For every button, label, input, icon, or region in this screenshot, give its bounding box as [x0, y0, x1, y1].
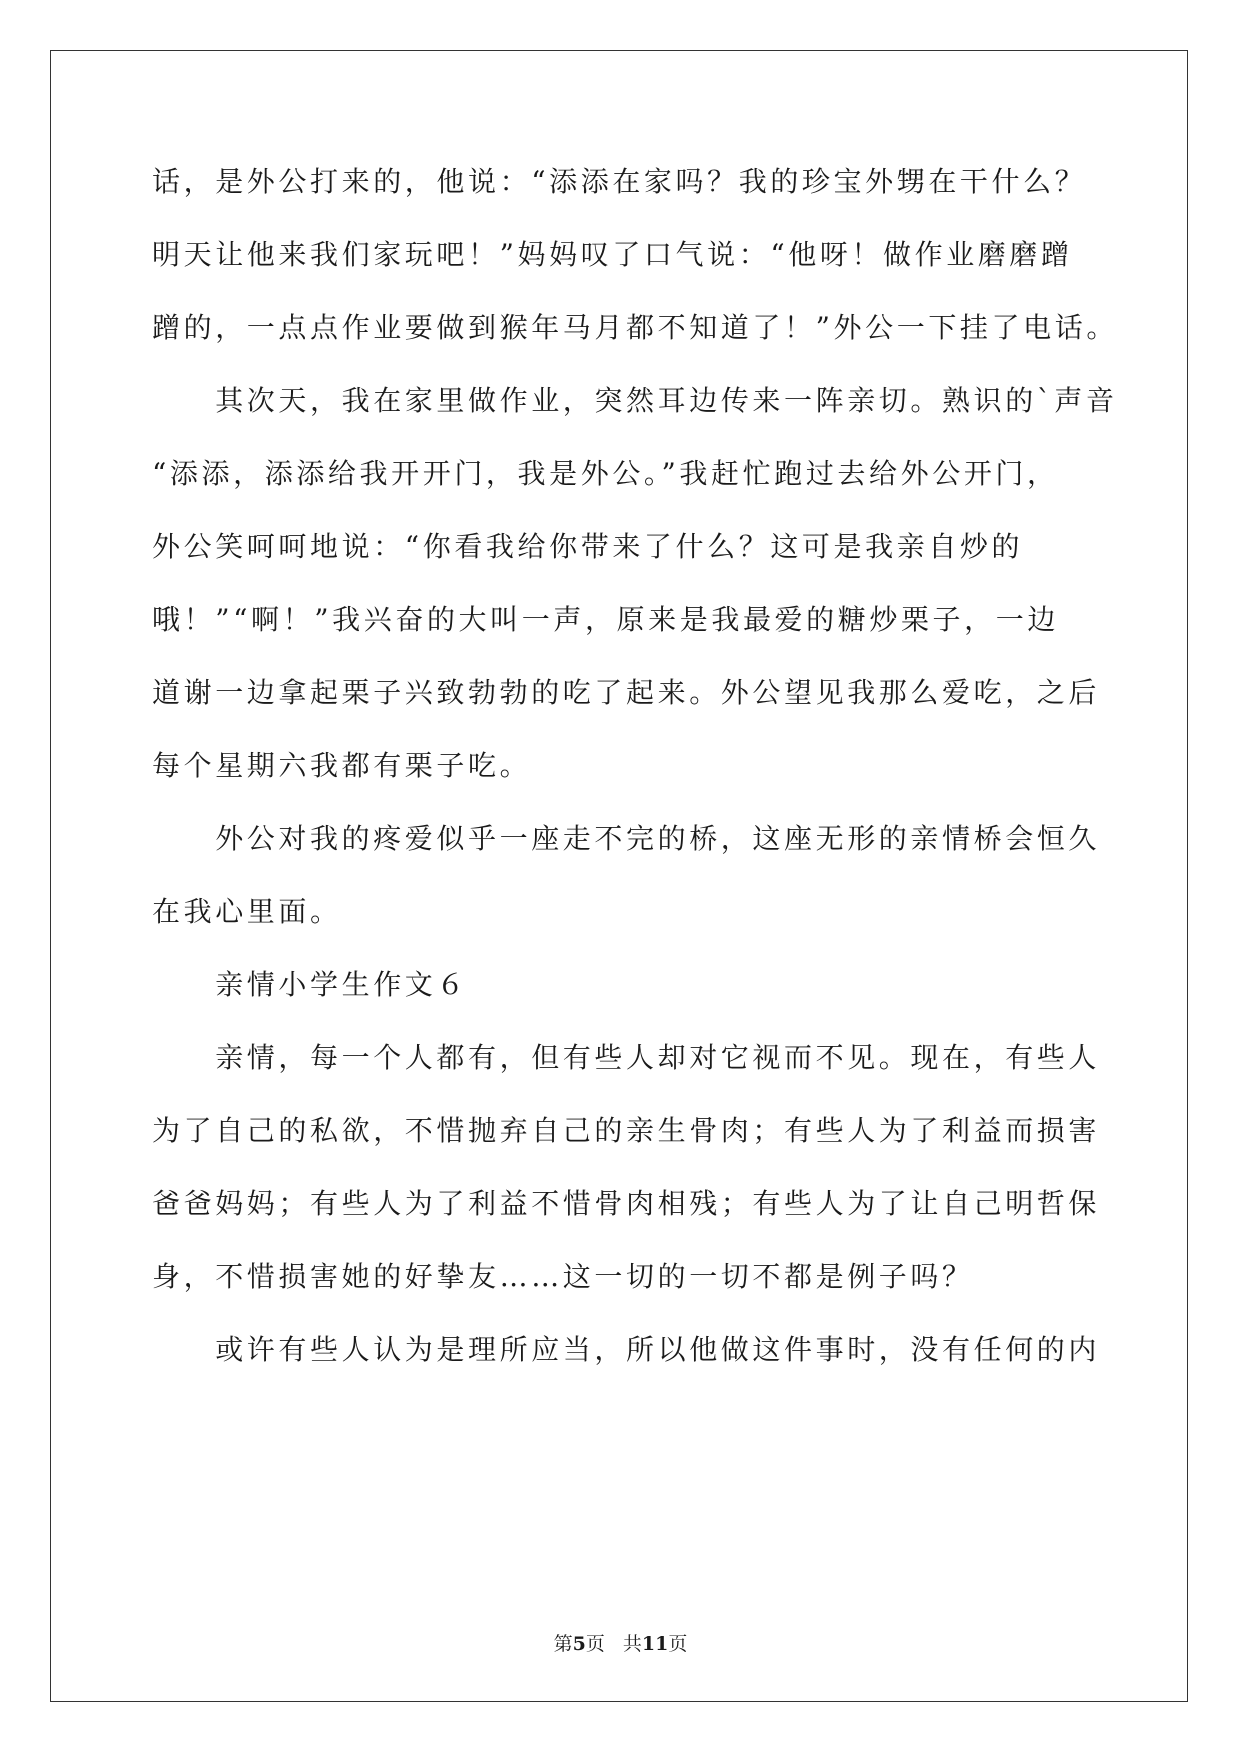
text-line: 明天让他来我们家玩吧！”妈妈叹了口气说：“他呀！做作业磨磨蹭 — [152, 238, 1073, 271]
page-footer — [0, 1632, 1241, 1656]
text-line: 为了自己的私欲，不惜抛弃自己的亲生骨肉；有些人为了利益而损害 — [152, 1114, 1101, 1147]
text-line: 爸爸妈妈；有些人为了利益不惜骨肉相残；有些人为了让自己明哲保 — [152, 1187, 1101, 1220]
text-line: 亲情，每一个人都有，但有些人却对它视而不见。现在，有些人 — [152, 1041, 1101, 1074]
text-line: “添添，添添给我开开门，我是外公。”我赶忙跑过去给外公开门， — [152, 457, 1059, 490]
text-line: 道谢一边拿起栗子兴致勃勃的吃了起来。外公望见我那么爱吃，之后 — [152, 676, 1101, 709]
text-line: 外公笑呵呵地说：“你看我给你带来了什么？这可是我亲自炒的 — [152, 530, 1024, 563]
text-line: 话，是外公打来的，他说：“添添在家吗？我的珍宝外甥在干什么？ — [152, 165, 1087, 198]
text-line: 蹭的，一点点作业要做到猴年马月都不知道了！”外公一下挂了电话。 — [152, 311, 1118, 344]
footer-page-suffix: 页 — [585, 1633, 605, 1655]
footer-total-prefix: 共 — [622, 1633, 642, 1655]
text-line: 或许有些人认为是理所应当，所以他做这件事时，没有任何的内 — [152, 1333, 1101, 1366]
text-line: 其次天，我在家里做作业，突然耳边传来一阵亲切。熟识的`声音 — [152, 384, 1118, 417]
text-line: 外公对我的疼爱似乎一座走不完的桥，这座无形的亲情桥会恒久 — [152, 822, 1101, 855]
page-border — [50, 50, 1188, 1702]
footer-total-suffix: 页 — [668, 1633, 688, 1655]
current-page-number: 5 — [572, 1633, 586, 1655]
text-line: 在我心里面。 — [152, 895, 342, 928]
section-heading: 亲情小学生作文６ — [152, 968, 469, 1001]
footer-prefix: 第 — [553, 1633, 573, 1655]
text-line: 哦！”“啊！”我兴奋的大叫一声，原来是我最爱的糖炒栗子，一边 — [152, 603, 1059, 636]
text-line: 每个星期六我都有栗子吃。 — [152, 749, 532, 782]
text-line: 身，不惜损害她的好挚友……这一切的一切不都是例子吗？ — [152, 1260, 974, 1293]
total-page-count: 11 — [641, 1633, 669, 1655]
